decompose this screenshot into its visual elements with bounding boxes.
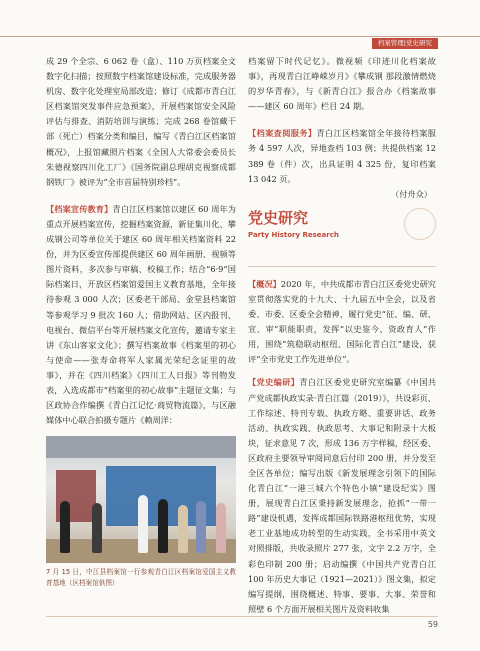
left-column [46, 54, 236, 589]
party-history-editing-tag: 【党史编研】 [248, 377, 300, 388]
archive-promotion-tag: 【档案宣传教育】 [46, 203, 113, 214]
section-tab: 档案管理|党史研究 [372, 38, 438, 49]
right-column [248, 54, 436, 617]
archive-promotion-text: 青白江区档案馆以建区 60 周年为重点开展档案宣传，挖掘档案资源，新征集川化、攀成钢公司等单位关于建区 60 周年相关档案资料 22 份，并为区委宣传部提供建区 60 周年画册、视频等图片资料，多次参与审稿、校稿工作；结合“6·9”国际档案日，开放区档案馆爱国主义教育基地，全年接待参观 3 000 人次；区委老干部局、金堂县档案馆等参观学习 9 批次 160 人；借助网站、区内报刊、电视台、微信平台等开展档案文化宣传，邀请专家主讲《东山客家文化》；撰写档案故事《档案里的初心与使命——张寿命将军人家属光荣纪念证里的故事》，并在《四川档案》《四川工人日报》等刊物发表，入选成都市“档案里的初心故事”主题征文集；与区政协合作编撰《青白江记忆·商贸物流篇》，与区融媒体中心联合拍摄专题片《赖周洋： [46, 203, 236, 426]
section-heading [248, 208, 436, 267]
archive-story-paragraph: 档案留下时代记忆》。微视频《印迹川化档案故事》，再现青白江峥嵘岁月》《攀成钢 那段激情燃烧的岁华青春》，与《新青白江》报合办《档案故事——建区 60 周年》栏目 24 期。 [248, 56, 436, 112]
archive-digitization-paragraph: 成 29 个全宗、6 062 卷（盒）、110 万页档案全文数字化扫描；按照数字档案馆建设标准，完成服务器机房、数字化处理室局部改造；修订《成都市青白江区档案馆突发事件应急预案》，开展档案馆安全风险评估与排查、消防培训与演练；完成 268 卷馆藏干部（死亡）档案分类和编目，编写《青白江区档案馆概况》，上报馆藏照片档案《全国人大常委会委员长朱德视察四川化工厂》《国务院副总理胡克视察成都钢铁厂》被评为“全市首届特别珍档”。 [46, 56, 236, 187]
author-signature: （付舟众） [391, 188, 432, 199]
section-subtitle: Party History Research [248, 230, 339, 239]
overview-paragraph [248, 277, 436, 368]
page-number: 59 [427, 620, 438, 629]
section-decoration [404, 208, 436, 240]
header-rule [0, 36, 480, 37]
archive-service-tag: 【档案查阅服务】 [248, 128, 317, 139]
overview-text: 2020 年，中共成都市青白江区委党史研究室贯彻落实党的十九大、十九届五中全会，以及省委、市委、区委全会精神，履行党史“征、编、研、宣、审”职能职责，发挥“以史鉴今、资政育人”作用，围绕“筑稳联动枢纽、国际化青白江”建设，获评“全市党史工作先进单位”。 [248, 278, 436, 365]
archive-service-paragraph [248, 126, 436, 186]
overview-tag: 【概况】 [248, 278, 281, 289]
archive-promotion-paragraph [46, 202, 236, 428]
photo-caption: 7 月 15 日，中江县档案馆一行参观青白江区档案馆爱国主义教育基地（区档案馆供图） [46, 568, 236, 588]
party-history-editing-paragraph [248, 375, 436, 617]
party-history-editing-text: 青白江区委党史研究室编纂《中国共产党成都执政实录·青白江篇（2019）》，共设彩页、工作综述、特刊专载、执政方略、重要讲话、政务活动、执政实践、执政思考、大事记和附录十大板块，征求意见 7 次，形成 136 万字样稿，经区委、区政府主要领导审阅同意后付印 200 册，并分发至全区各单位；编写出版《新发展理念引领下的国际化青白江“一港三城六个特色小镇”建设纪实》图册，展现青白江区秉持新发展理念，抢抓“一带一路”建设机遇，发挥成都国际铁路港枢纽优势，实现老工业基地成功转型的生动实践，全书采用中英文对照排版，共收录照片 277 张，文字 2.2 万字，全彩色印制 200 册；启动编撰《中国共产党青白江 100 年历史大事记（1921—2021）》图文集，拟定编写提纲，围绕概述、特事、要事、大事、荣誉和照壁 6 个方面开展相关图片及资料收集 [248, 377, 436, 614]
archive-service-text: 青白江区档案馆全年接待档案服务 4 597 人次，异地查档 103 例；共提供档案 12 389 卷（件）次，出具证明 4 325 份，复印档案 13 042 页。 [248, 128, 436, 184]
visit-photo [46, 436, 236, 563]
footer-rule [46, 616, 438, 617]
section-title: 党史研究 [248, 208, 309, 227]
